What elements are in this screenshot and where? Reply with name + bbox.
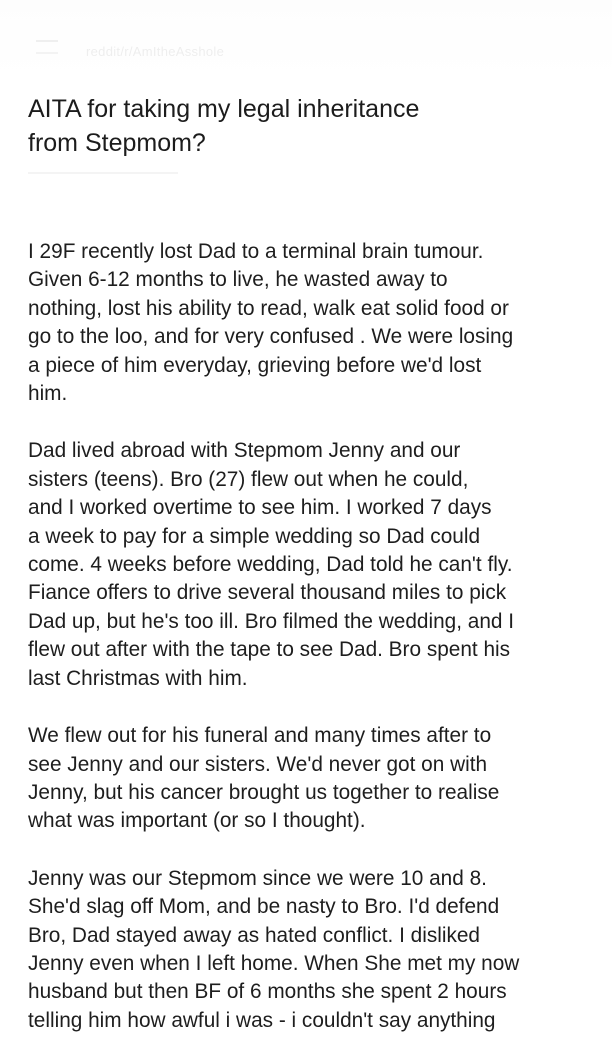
divider — [28, 172, 178, 174]
post-title: AITA for taking my legal inheritance from Stepmom? — [28, 95, 420, 157]
menu-icon — [36, 40, 58, 54]
post-paragraph: Dad lived abroad with Stepmom Jenny and our sisters (teens). Bro (27) flew out when he could, and I worked overtime to see him. I worked 7 days a week to pay for a simple wedding so Dad could come. 4 weeks before wedding, Dad told he can't fly. Fiance offers to drive several thousand miles to pick Dad up, but he's too ill. Bro filmed the wedding, and I flew out after with the tape to see Dad. Bro spent his last Christmas with him. — [28, 439, 515, 690]
faded-header — [0, 0, 612, 80]
post-paragraph: Jenny was our Stepmom since we were 10 and 8. She'd slag off Mom, and be nasty to Bro. I'd defend Bro, Dad stayed away as hated conflict. I disliked Jenny even when I left home. When She met my now husband but then BF of 6 months she spent 2 hours telling him how awful i was - i couldn't say anything — [28, 866, 520, 1032]
post-paragraph: I 29F recently lost Dad to a terminal brain tumour. Given 6-12 months to live, he wasted away to nothing, lost his ability to read, walk eat solid food or go to the loo, and for very confused . We were losing a piece of him everyday, grieving before we'd lost him. — [28, 240, 514, 406]
post-paragraph: We flew out for his funeral and many times after to see Jenny and our sisters. We'd never got on with Jenny, but his cancer brought us together to realise what was important (or so I thought). — [28, 724, 500, 833]
faded-header-text: reddit/r/AmItheAsshole — [86, 44, 225, 59]
post-body — [28, 238, 598, 1064]
